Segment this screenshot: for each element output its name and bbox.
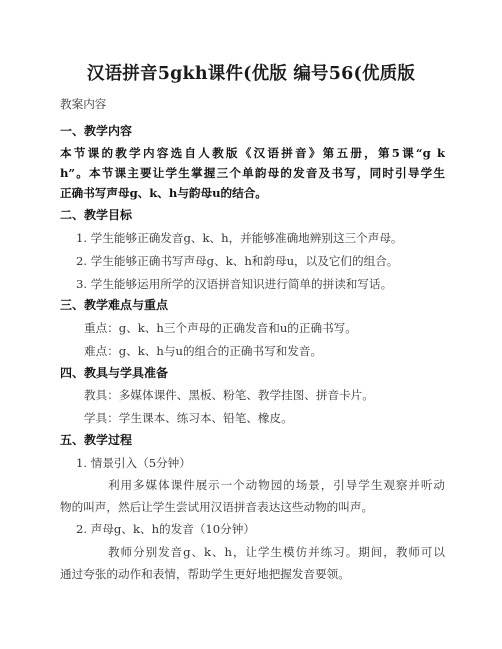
section-heading-materials: 四、教具与学具准备 xyxy=(60,366,169,380)
step1-paragraph-line-1: 利用多媒体课件展示一个动物园的场景，引导学生观察并听动 xyxy=(108,478,445,492)
section-heading-key-points: 三、教学难点与重点 xyxy=(60,298,169,312)
section-heading-process: 五、教学过程 xyxy=(60,433,133,447)
content-paragraph-line-2: h”。本节课主要让学生掌握三个单韵母的发音及书写，同时引导学生 xyxy=(60,166,445,180)
step1-paragraph-line-2: 物的叫声，然后让学生尝试用汉语拼音表达这些动物的叫声。 xyxy=(60,500,374,514)
step2-paragraph-line-1: 教师分别发音g、k、h，让学生模仿并练习。期间，教师可以 xyxy=(108,545,445,559)
difficult-point: 难点：g、k、h与u的组合的正确书写和发音。 xyxy=(84,344,323,358)
content-paragraph-line-3: 正确书写声母g、k、h与韵母u的结合。 xyxy=(60,186,267,200)
objective-item-2: 2. 学生能够正确书写声母g、k、h和韵母u，以及它们的组合。 xyxy=(76,254,399,268)
section-heading-objectives: 二、教学目标 xyxy=(60,208,133,222)
step2-paragraph-line-2: 通过夸张的动作和表情，帮助学生更好地把握发音要领。 xyxy=(60,567,350,581)
student-materials: 学具：学生课本、练习本、铅笔、橡皮。 xyxy=(84,411,293,425)
process-step-2: 2. 声母g、k、h的发音（10分钟） xyxy=(76,522,255,536)
section-heading-content: 一、教学内容 xyxy=(60,124,133,138)
process-step-1: 1. 情景引入（5分钟） xyxy=(76,456,191,470)
key-point: 重点：g、k、h三个声母的正确发音和u的正确书写。 xyxy=(84,321,357,335)
objective-item-1: 1. 学生能够正确发音g、k、h，并能够准确地辨别这三个声母。 xyxy=(76,231,403,245)
content-paragraph-line-1: 本节课的教学内容选自人教版《汉语拼音》第五册，第5课“g k xyxy=(60,146,445,160)
document-title: 汉语拼音5gkh课件(优版 编号56(优质版 xyxy=(86,64,416,84)
content-label: 教案内容 xyxy=(60,97,107,111)
teacher-materials: 教具：多媒体课件、黑板、粉笔、教学挂图、拼音卡片。 xyxy=(84,388,374,402)
objective-item-3: 3. 学生能够运用所学的汉语拼音知识进行简单的拼读和写话。 xyxy=(76,277,393,291)
